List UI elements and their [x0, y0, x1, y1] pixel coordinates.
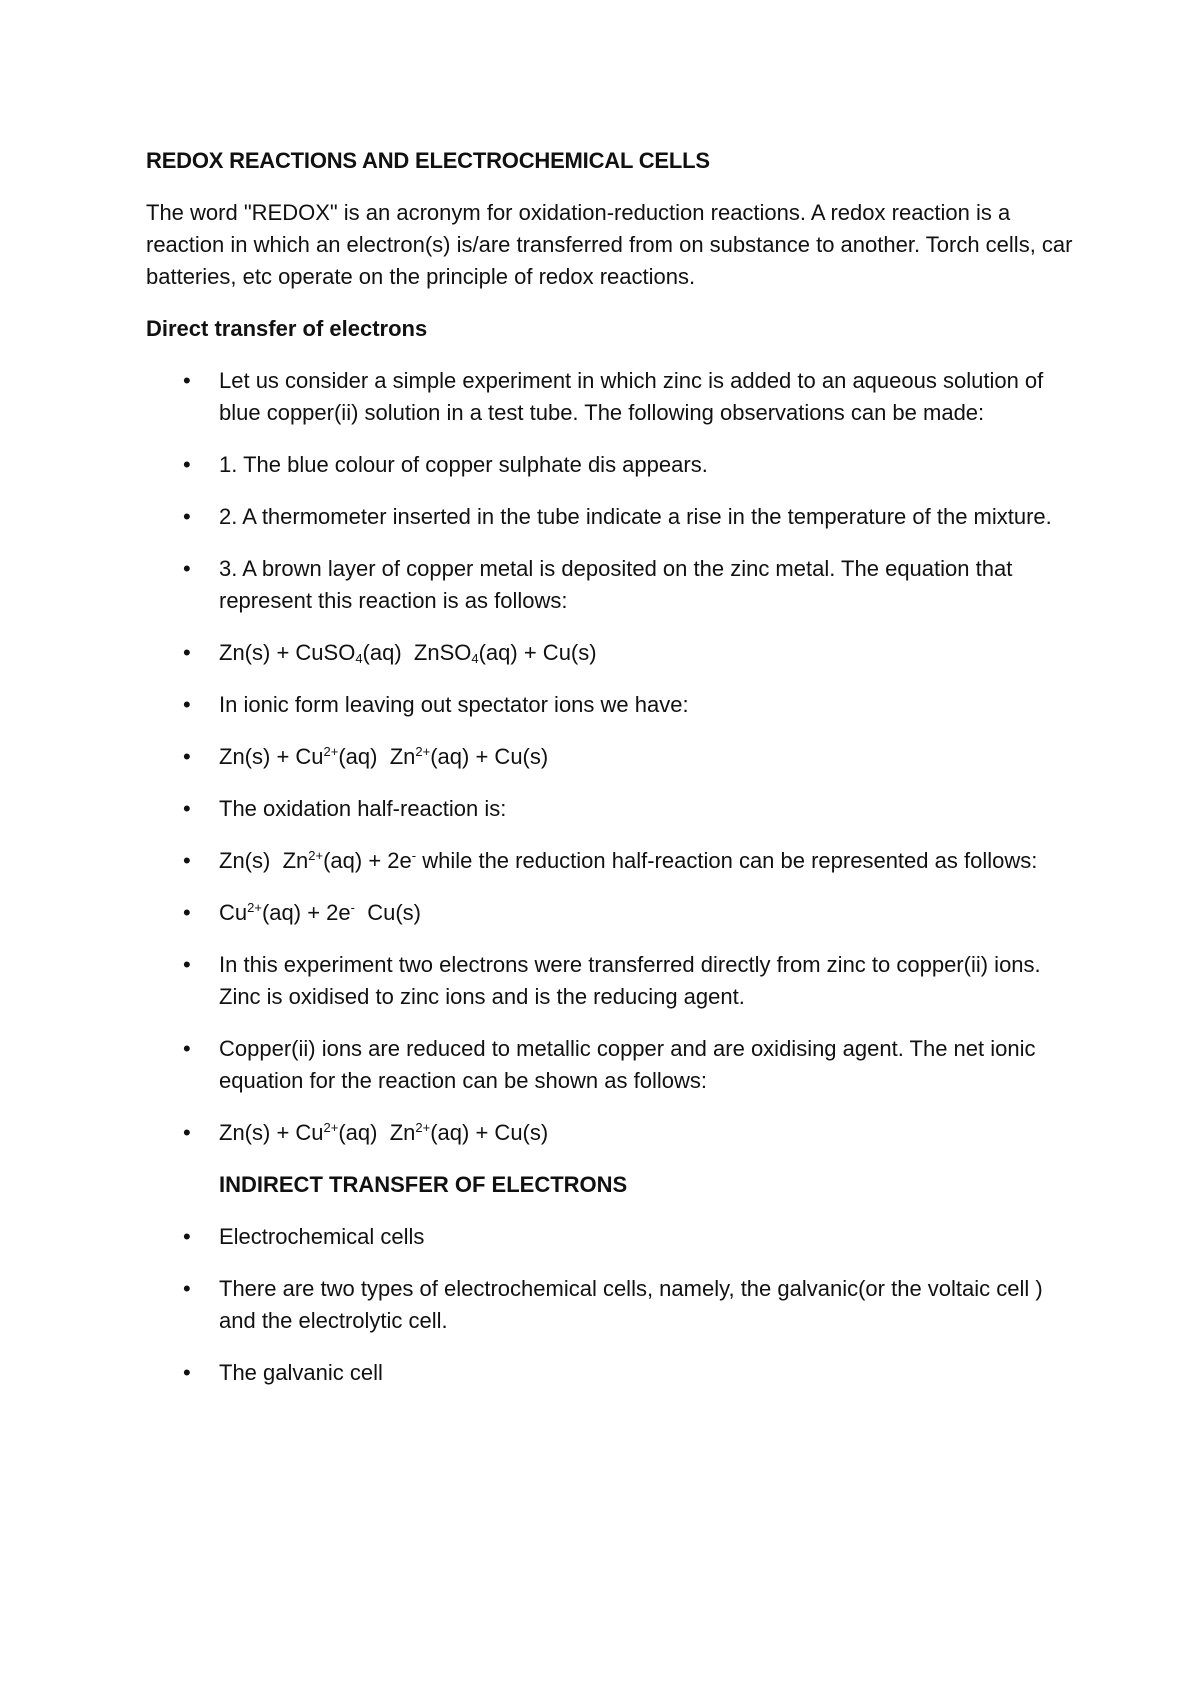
equation-text: [219, 744, 548, 769]
bullet-list-direct-transfer: [146, 365, 1076, 1149]
section-heading-indirect-transfer: INDIRECT TRANSFER OF ELECTRONS: [219, 1172, 628, 1197]
superscript: -: [350, 900, 355, 915]
superscript: 2+: [415, 1120, 431, 1135]
list-item: [146, 553, 1076, 617]
equation-part: (aq): [338, 1120, 384, 1145]
intro-paragraph: The word "REDOX" is an acronym for oxidation-reduction reactions. A redox reaction is a reaction in which an electron(s) is/are transferred from on substance to another. Torch cells, car batteries, etc operate on the principle of redox reactions.: [146, 200, 1073, 289]
equation-text: [219, 900, 421, 925]
equation-part: (aq) + Cu(s): [430, 744, 549, 769]
equation-part: (aq) + 2e: [261, 900, 351, 925]
equation-part: (aq) + Cu(s): [430, 1120, 549, 1145]
equation-part: Zn(s) + CuSO: [219, 640, 356, 665]
superscript: 2+: [415, 744, 431, 759]
list-item-text: Copper(ii) ions are reduced to metallic copper and are oxidising agent. The net ionic equation for the reaction can be shown as follows:: [219, 1036, 1036, 1093]
list-item: [146, 793, 1076, 825]
list-item: [146, 1033, 1076, 1097]
bullet-icon: •: [183, 1276, 191, 1301]
list-item: [146, 689, 1076, 721]
equation-part: (aq): [338, 744, 384, 769]
bullet-icon: •: [183, 1036, 191, 1061]
bullet-icon: •: [183, 1120, 191, 1145]
list-item-text: 2. A thermometer inserted in the tube indicate a rise in the temperature of the mixture.: [219, 504, 1052, 529]
equation-item: [146, 741, 1076, 773]
list-item: [146, 501, 1076, 533]
bullet-icon: •: [183, 744, 191, 769]
equation-part: Zn: [383, 1120, 416, 1145]
equation-part: Zn(s) + Cu: [219, 1120, 324, 1145]
list-item-text: 3. A brown layer of copper metal is deposited on the zinc metal. The equation that represent this reaction is as follows:: [219, 556, 1013, 613]
bullet-icon: •: [183, 1360, 191, 1385]
equation-text: [219, 1120, 548, 1145]
equation-part: Cu(s): [361, 900, 421, 925]
list-item-text: There are two types of electrochemical cells, namely, the galvanic(or the voltaic cell ) and the electrolytic cell.: [219, 1276, 1043, 1333]
bullet-list-indirect-transfer: [146, 1221, 1076, 1389]
subscript: 4: [355, 651, 363, 666]
equation-part: Zn: [276, 848, 309, 873]
subscript: 4: [471, 651, 479, 666]
equation-item: [146, 1117, 1076, 1149]
superscript: -: [411, 848, 417, 863]
list-item-text: Electrochemical cells: [219, 1224, 425, 1249]
list-item-text: The oxidation half-reaction is:: [219, 796, 507, 821]
list-item-text: In ionic form leaving out spectator ions we have:: [219, 692, 689, 717]
bullet-icon: •: [183, 952, 191, 977]
equation-part: Zn(s) + Cu: [219, 744, 324, 769]
list-item: [146, 1357, 1076, 1389]
bullet-icon: •: [183, 796, 191, 821]
equation-part: Zn(s): [219, 848, 277, 873]
superscript: 2+: [323, 1120, 339, 1135]
bullet-icon: •: [183, 368, 191, 393]
superscript: 2+: [247, 900, 262, 915]
bullet-icon: •: [183, 848, 191, 873]
bullet-icon: •: [183, 1224, 191, 1249]
equation-item: [146, 897, 1076, 929]
bullet-icon: •: [183, 692, 191, 717]
equation-text: [219, 640, 597, 665]
list-item: [146, 1221, 1076, 1253]
bullet-icon: •: [183, 452, 191, 477]
equation-part: Zn: [383, 744, 416, 769]
list-item-text: The galvanic cell: [219, 1360, 383, 1385]
equation-part: ZnSO: [407, 640, 472, 665]
equation-item: [146, 845, 1076, 877]
list-item-text: 1. The blue colour of copper sulphate dis appears.: [219, 452, 708, 477]
equation-part: (aq) + 2e: [323, 848, 412, 873]
list-item: [146, 365, 1076, 429]
equation-item: [146, 637, 1076, 669]
list-item: [146, 449, 1076, 481]
equation-text: [219, 848, 1037, 873]
list-item-text: In this experiment two electrons were transferred directly from zinc to copper(ii) ions. Zinc is oxidised to zinc ions and is the reducing agent.: [219, 952, 1041, 1009]
list-item: [146, 1273, 1076, 1337]
list-item: [146, 949, 1076, 1013]
bullet-icon: •: [183, 556, 191, 581]
equation-part: while the reduction half-reaction can be represented as follows:: [416, 848, 1038, 873]
equation-part: (aq): [362, 640, 408, 665]
superscript: 2+: [308, 848, 324, 863]
bullet-icon: •: [183, 504, 191, 529]
equation-part: Cu: [219, 900, 248, 925]
bullet-icon: •: [183, 640, 191, 665]
bullet-icon: •: [183, 900, 191, 925]
page-title: REDOX REACTIONS AND ELECTROCHEMICAL CELLS: [146, 148, 710, 173]
list-item-text: Let us consider a simple experiment in which zinc is added to an aqueous solution of blue copper(ii) solution in a test tube. The following observations can be made:: [219, 368, 1044, 425]
superscript: 2+: [323, 744, 339, 759]
equation-part: (aq) + Cu(s): [478, 640, 597, 665]
section-heading-direct-transfer: Direct transfer of electrons: [146, 316, 428, 341]
document-body: [146, 145, 1076, 1409]
